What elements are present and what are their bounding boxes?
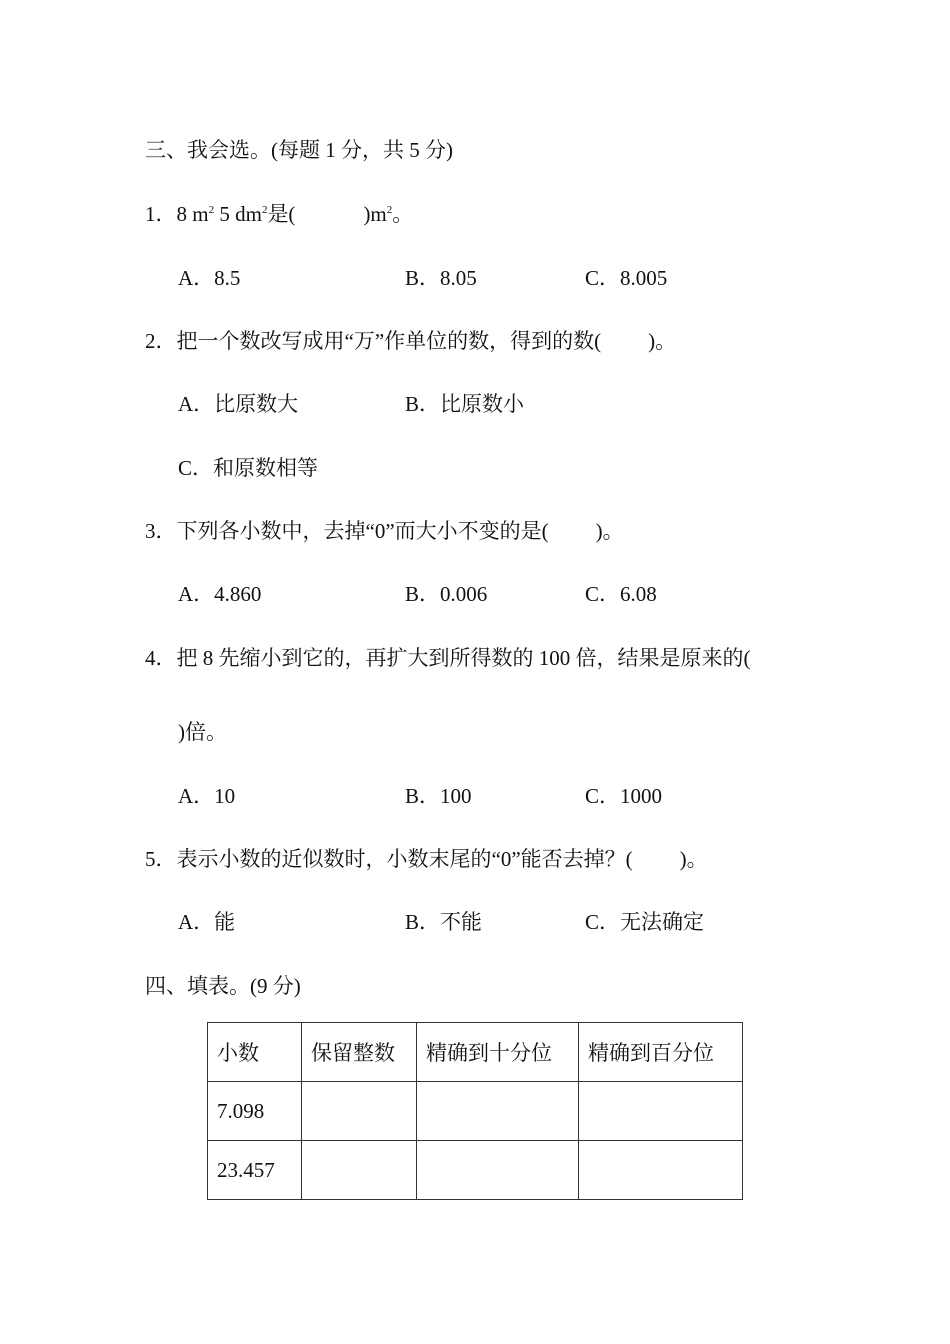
question-text: )。 [595, 519, 624, 543]
q4-option-c[interactable]: C．1000 [585, 784, 663, 808]
q3-option-b[interactable]: B．0.006 [405, 582, 488, 606]
decimal-cell: 7.098 [208, 1082, 302, 1141]
answer-cell[interactable] [417, 1141, 579, 1200]
question-text: 下列各小数中，去掉“0”而大小不变的是( [176, 519, 549, 543]
answer-cell[interactable] [417, 1082, 579, 1141]
header-cell: 精确到百分位 [579, 1023, 743, 1082]
q1-text-part: 5 dm [214, 202, 262, 226]
question-text: 把 8 先缩小到它的，再扩大到所得数的 100 倍，结果是原来的( [176, 646, 751, 670]
question-text: )。 [679, 847, 708, 871]
question-number: 3． [145, 519, 177, 543]
question-text: 表示小数的近似数时，小数末尾的“0”能否去掉？( [176, 847, 633, 871]
q1-option-a[interactable]: A．8.5 [178, 266, 241, 290]
question-text: )倍。 [178, 720, 227, 744]
question-5 [145, 845, 708, 873]
q2-option-b[interactable]: B．比原数小 [405, 392, 525, 416]
table-header-row [208, 1023, 743, 1082]
section-4-title: 四、填表。(9 分) [145, 974, 301, 998]
answer-cell[interactable] [579, 1141, 743, 1200]
q1-text-part: 8 m [176, 202, 209, 226]
rounding-table [207, 1022, 743, 1200]
question-4 [145, 644, 751, 672]
answer-cell[interactable] [302, 1082, 417, 1141]
question-number: 5． [145, 847, 177, 871]
q5-option-c[interactable]: C．无法确定 [585, 910, 705, 934]
q1-superscript: 2 [386, 204, 393, 216]
table-row [208, 1141, 743, 1200]
header-cell: 保留整数 [302, 1023, 417, 1082]
question-number: 1． [145, 202, 177, 226]
header-cell: 精确到十分位 [417, 1023, 579, 1082]
question-1 [145, 200, 413, 228]
section-3-title: 三、我会选。(每题 1 分，共 5 分) [145, 138, 453, 162]
question-number: 2． [145, 329, 177, 353]
q1-text-part: 。 [392, 202, 414, 226]
answer-cell[interactable] [302, 1141, 417, 1200]
answer-cell[interactable] [579, 1082, 743, 1141]
q5-option-a[interactable]: A．能 [178, 910, 236, 934]
q2-option-a[interactable]: A．比原数大 [178, 392, 299, 416]
q3-option-a[interactable]: A．4.860 [178, 582, 262, 606]
question-3 [145, 517, 624, 545]
q1-option-b[interactable]: B．8.05 [405, 266, 477, 290]
q4-option-a[interactable]: A．10 [178, 784, 236, 808]
question-number: 4． [145, 646, 177, 670]
question-text: )。 [648, 329, 677, 353]
question-2 [145, 327, 676, 355]
decimal-cell: 23.457 [208, 1141, 302, 1200]
q1-superscript: 2 [261, 204, 268, 216]
q5-option-b[interactable]: B．不能 [405, 910, 483, 934]
q1-option-c[interactable]: C．8.005 [585, 266, 668, 290]
q1-text-part: 是( [267, 202, 296, 226]
q1-text-part: )m [363, 202, 387, 226]
q1-superscript: 2 [208, 204, 215, 216]
question-text: 把一个数改写成用“万”作单位的数，得到的数( [176, 329, 602, 353]
q4-option-b[interactable]: B．100 [405, 784, 472, 808]
table-row [208, 1082, 743, 1141]
header-cell: 小数 [208, 1023, 302, 1082]
question-4-continuation [178, 718, 227, 746]
q2-option-c[interactable]: C．和原数相等 [178, 456, 319, 480]
q3-option-c[interactable]: C．6.08 [585, 582, 657, 606]
